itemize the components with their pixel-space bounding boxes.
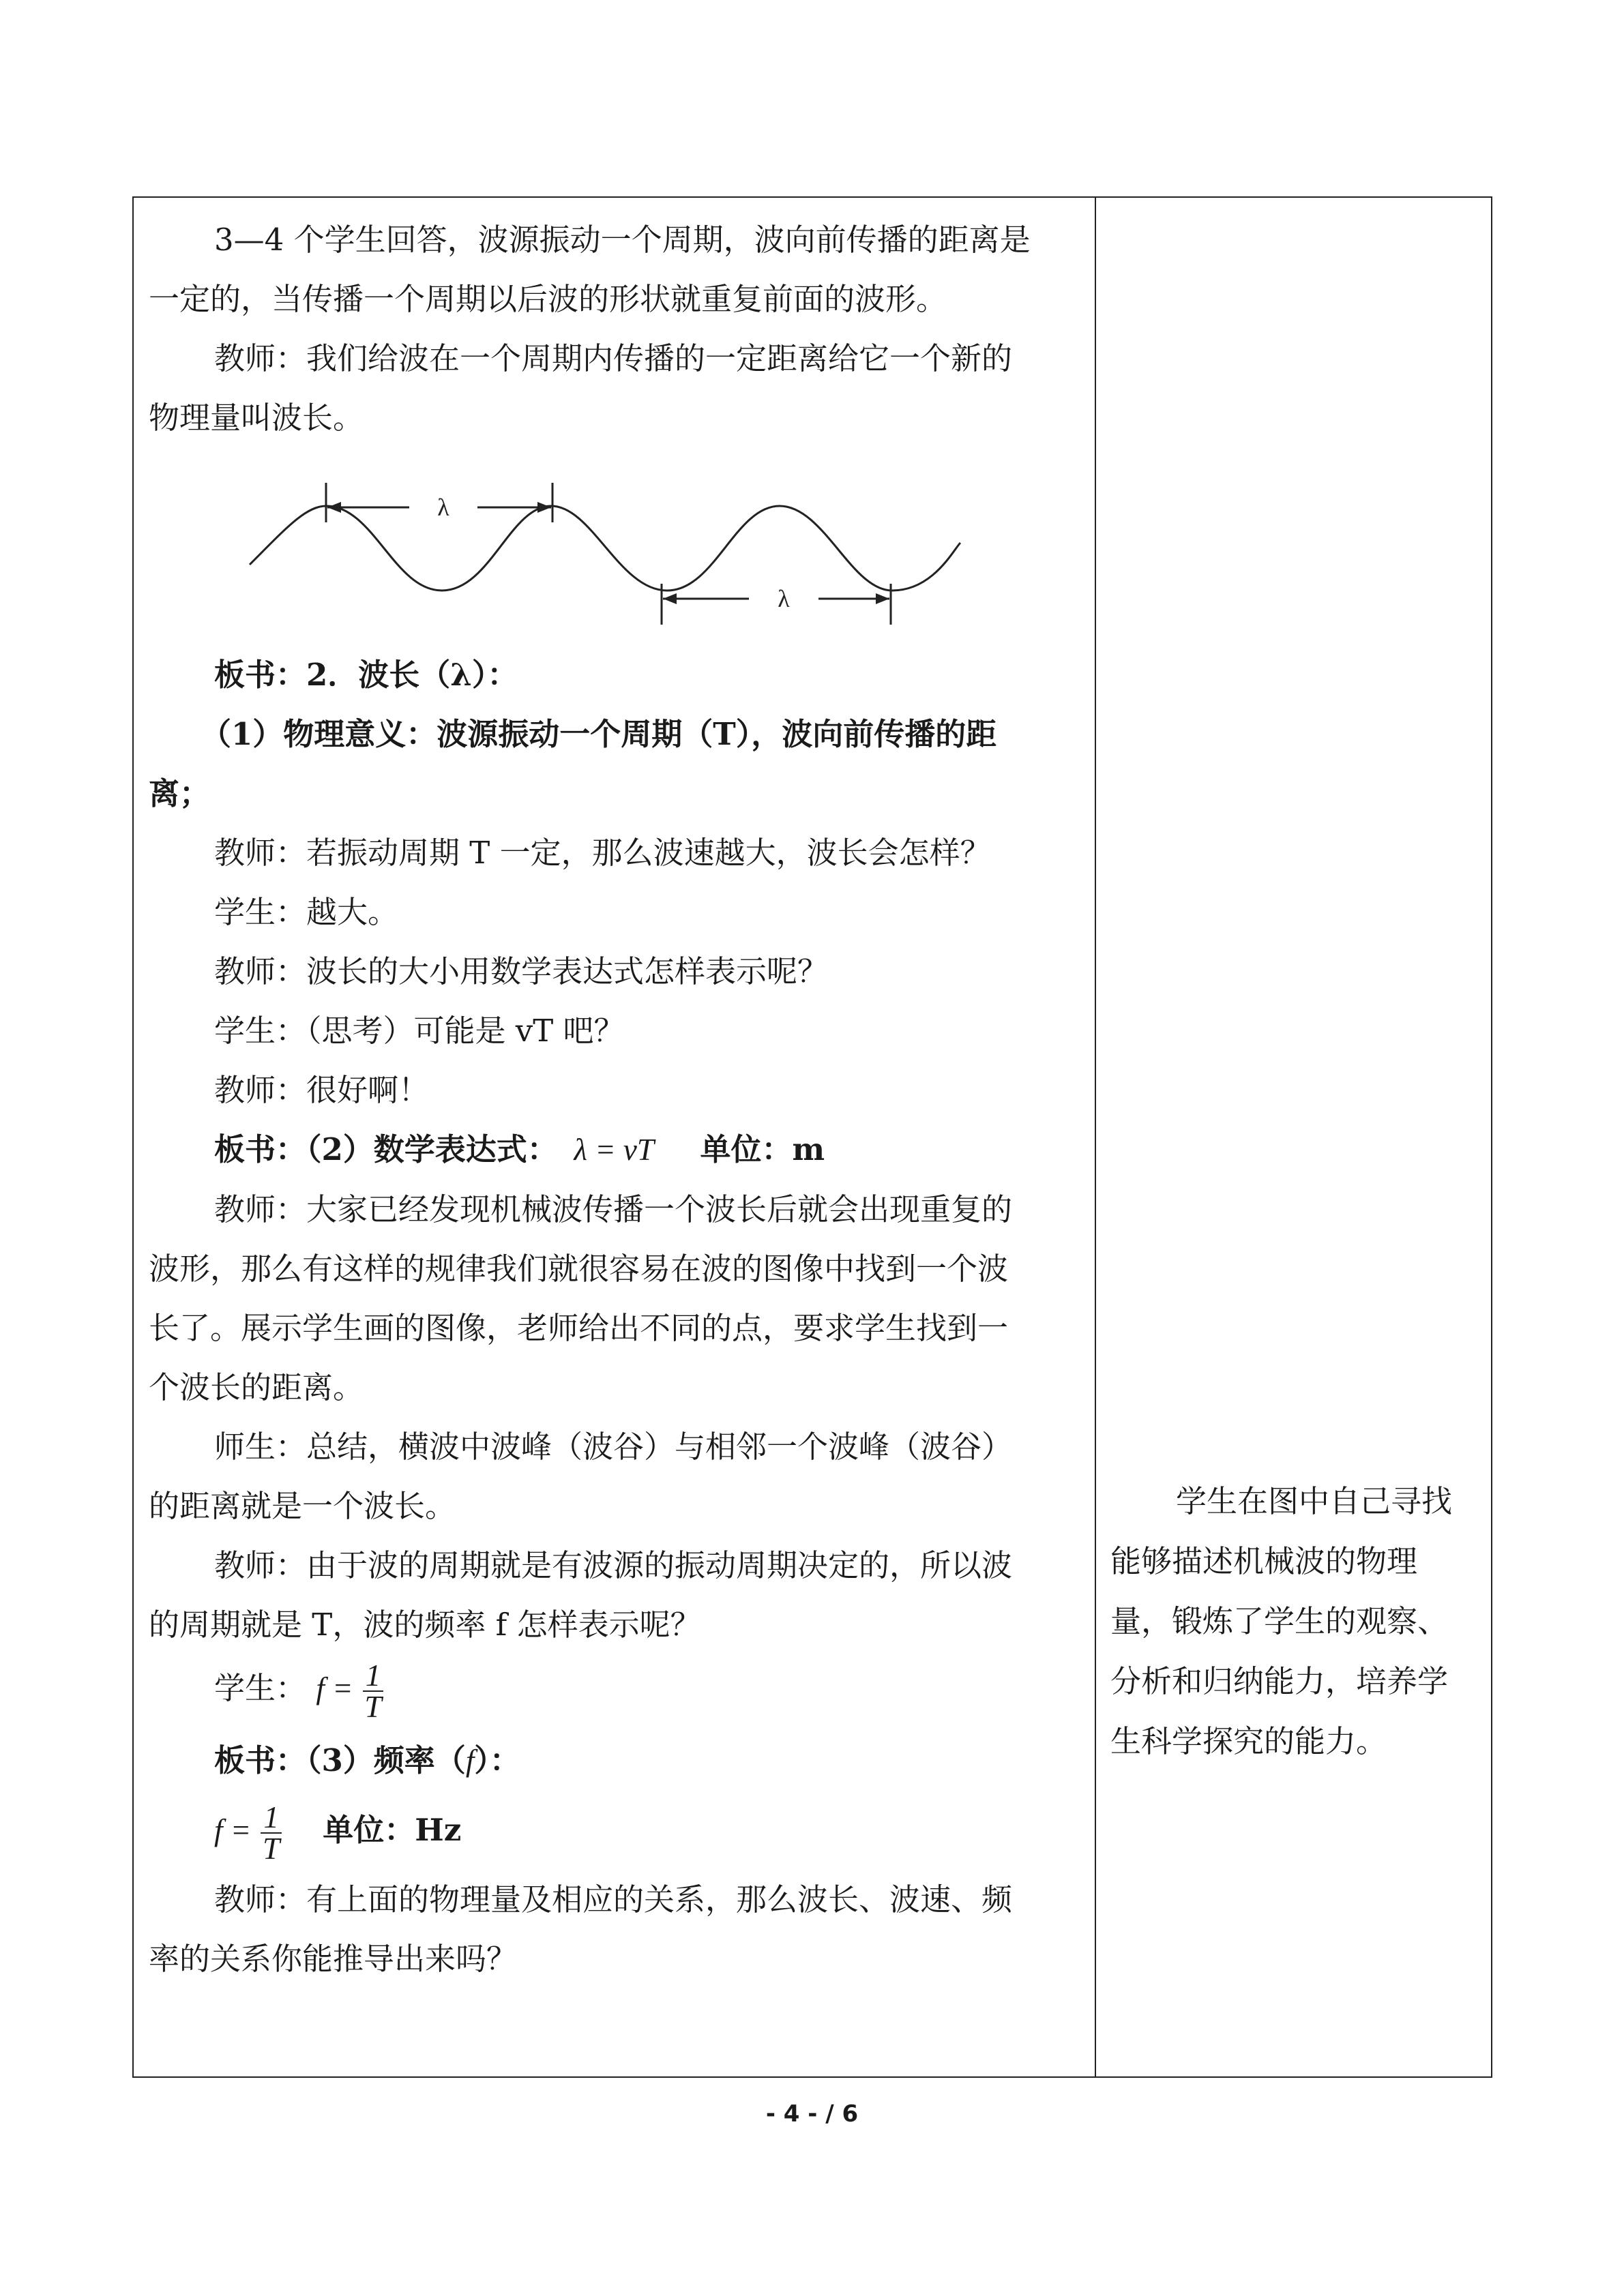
paragraph: 长了。展示学生画的图像，老师给出不同的点，要求学生找到一 xyxy=(149,1310,1009,1346)
sine-wave xyxy=(250,506,960,591)
intent-line: 量，锻炼了学生的观察、 xyxy=(1110,1603,1449,1639)
paragraph: 师生：总结，横波中波峰（波谷）与相邻一个波峰（波谷） xyxy=(214,1429,1013,1465)
paragraph: 一定的，当传播一个周期以后波的形状就重复前面的波形。 xyxy=(149,281,947,317)
board-physical-meaning-cont: 离； xyxy=(149,775,211,811)
bottom-arrowhead-left xyxy=(663,593,677,604)
frequency-formula-line xyxy=(149,1791,1084,1870)
dialogue-line: 教师：很好啊！ xyxy=(214,1072,430,1108)
fraction-numerator: 1 xyxy=(261,1802,282,1834)
board-formula-line xyxy=(149,1120,1084,1180)
dialogue-line: 教师：若振动周期 T 一定，那么波速越大，波长会怎样？ xyxy=(214,835,991,871)
paragraph: 个波长的距离。 xyxy=(149,1369,364,1405)
top-arrowhead-right xyxy=(537,502,551,513)
board-physical-meaning: （1）物理意义：波源振动一个周期（T），波向前传播的距 xyxy=(201,716,997,752)
teaching-process-column xyxy=(149,210,1084,1988)
frequency-lhs: f = xyxy=(316,1671,353,1705)
intent-line: 分析和归纳能力，培养学 xyxy=(1110,1663,1449,1699)
board-heading-wavelength: 板书：2．波长（λ）： xyxy=(214,657,518,693)
frequency-unit: 单位：Hz xyxy=(323,1812,462,1848)
board-formula-label: 板书：（2）数学表达式： xyxy=(214,1131,558,1167)
paragraph: 教师：有上面的物理量及相应的关系，那么波长、波速、频 xyxy=(214,1881,1013,1918)
page-number: - 4 - / 6 xyxy=(765,2100,859,2128)
wavelength-formula: λ = vT xyxy=(574,1133,654,1167)
dialogue-line: 学生：（思考）可能是 vT 吧？ xyxy=(214,1013,625,1049)
column-divider xyxy=(1095,196,1096,2078)
board-heading-frequency: 板书：（3）频率（f）： xyxy=(214,1742,520,1778)
frequency-fraction xyxy=(363,1660,384,1722)
dialogue-line: 教师：波长的大小用数学表达式怎样表示呢？ xyxy=(214,953,829,989)
fraction-denominator: T xyxy=(263,1831,280,1866)
frequency-lhs: f = xyxy=(214,1813,252,1847)
paragraph: 教师：我们给波在一个周期内传播的一定距离给它一个新的 xyxy=(214,340,1013,376)
wavelength-diagram xyxy=(149,447,1084,645)
bottom-arrowhead-right xyxy=(876,593,889,604)
bottom-lambda-label: λ xyxy=(778,585,790,612)
student-frequency-answer xyxy=(149,1654,1084,1723)
intent-line: 学生在图中自己寻找 xyxy=(1176,1483,1453,1519)
paragraph: 物理量叫波长。 xyxy=(149,400,364,436)
frequency-fraction xyxy=(261,1802,282,1864)
paragraph: 的距离就是一个波长。 xyxy=(149,1488,456,1524)
paragraph: 教师：由于波的周期就是有波源的振动周期决定的，所以波 xyxy=(214,1547,1013,1583)
paragraph: 的周期就是 T，波的频率 f 怎样表示呢？ xyxy=(149,1607,701,1643)
student-label: 学生： xyxy=(214,1670,307,1706)
design-intent-column xyxy=(1110,1472,1479,1772)
intent-line: 生科学探究的能力。 xyxy=(1110,1723,1387,1759)
top-lambda-label: λ xyxy=(437,494,449,521)
paragraph: 3—4 个学生回答，波源振动一个周期，波向前传播的距离是 xyxy=(214,222,1031,258)
dialogue-line: 学生：越大。 xyxy=(214,894,399,930)
paragraph: 波形，那么有这样的规律我们就很容易在波的图像中找到一个波 xyxy=(149,1251,1009,1287)
fraction-numerator: 1 xyxy=(363,1660,384,1692)
paragraph: 教师：大家已经发现机械波传播一个波长后就会出现重复的 xyxy=(214,1191,1013,1227)
wavelength-unit: 单位：m xyxy=(700,1131,825,1167)
paragraph: 率的关系你能推导出来吗？ xyxy=(149,1941,518,1977)
fraction-denominator: T xyxy=(364,1689,382,1724)
wave-svg xyxy=(149,447,1084,645)
top-arrowhead-left xyxy=(327,502,341,513)
intent-line: 能够描述机械波的物理 xyxy=(1110,1543,1418,1579)
